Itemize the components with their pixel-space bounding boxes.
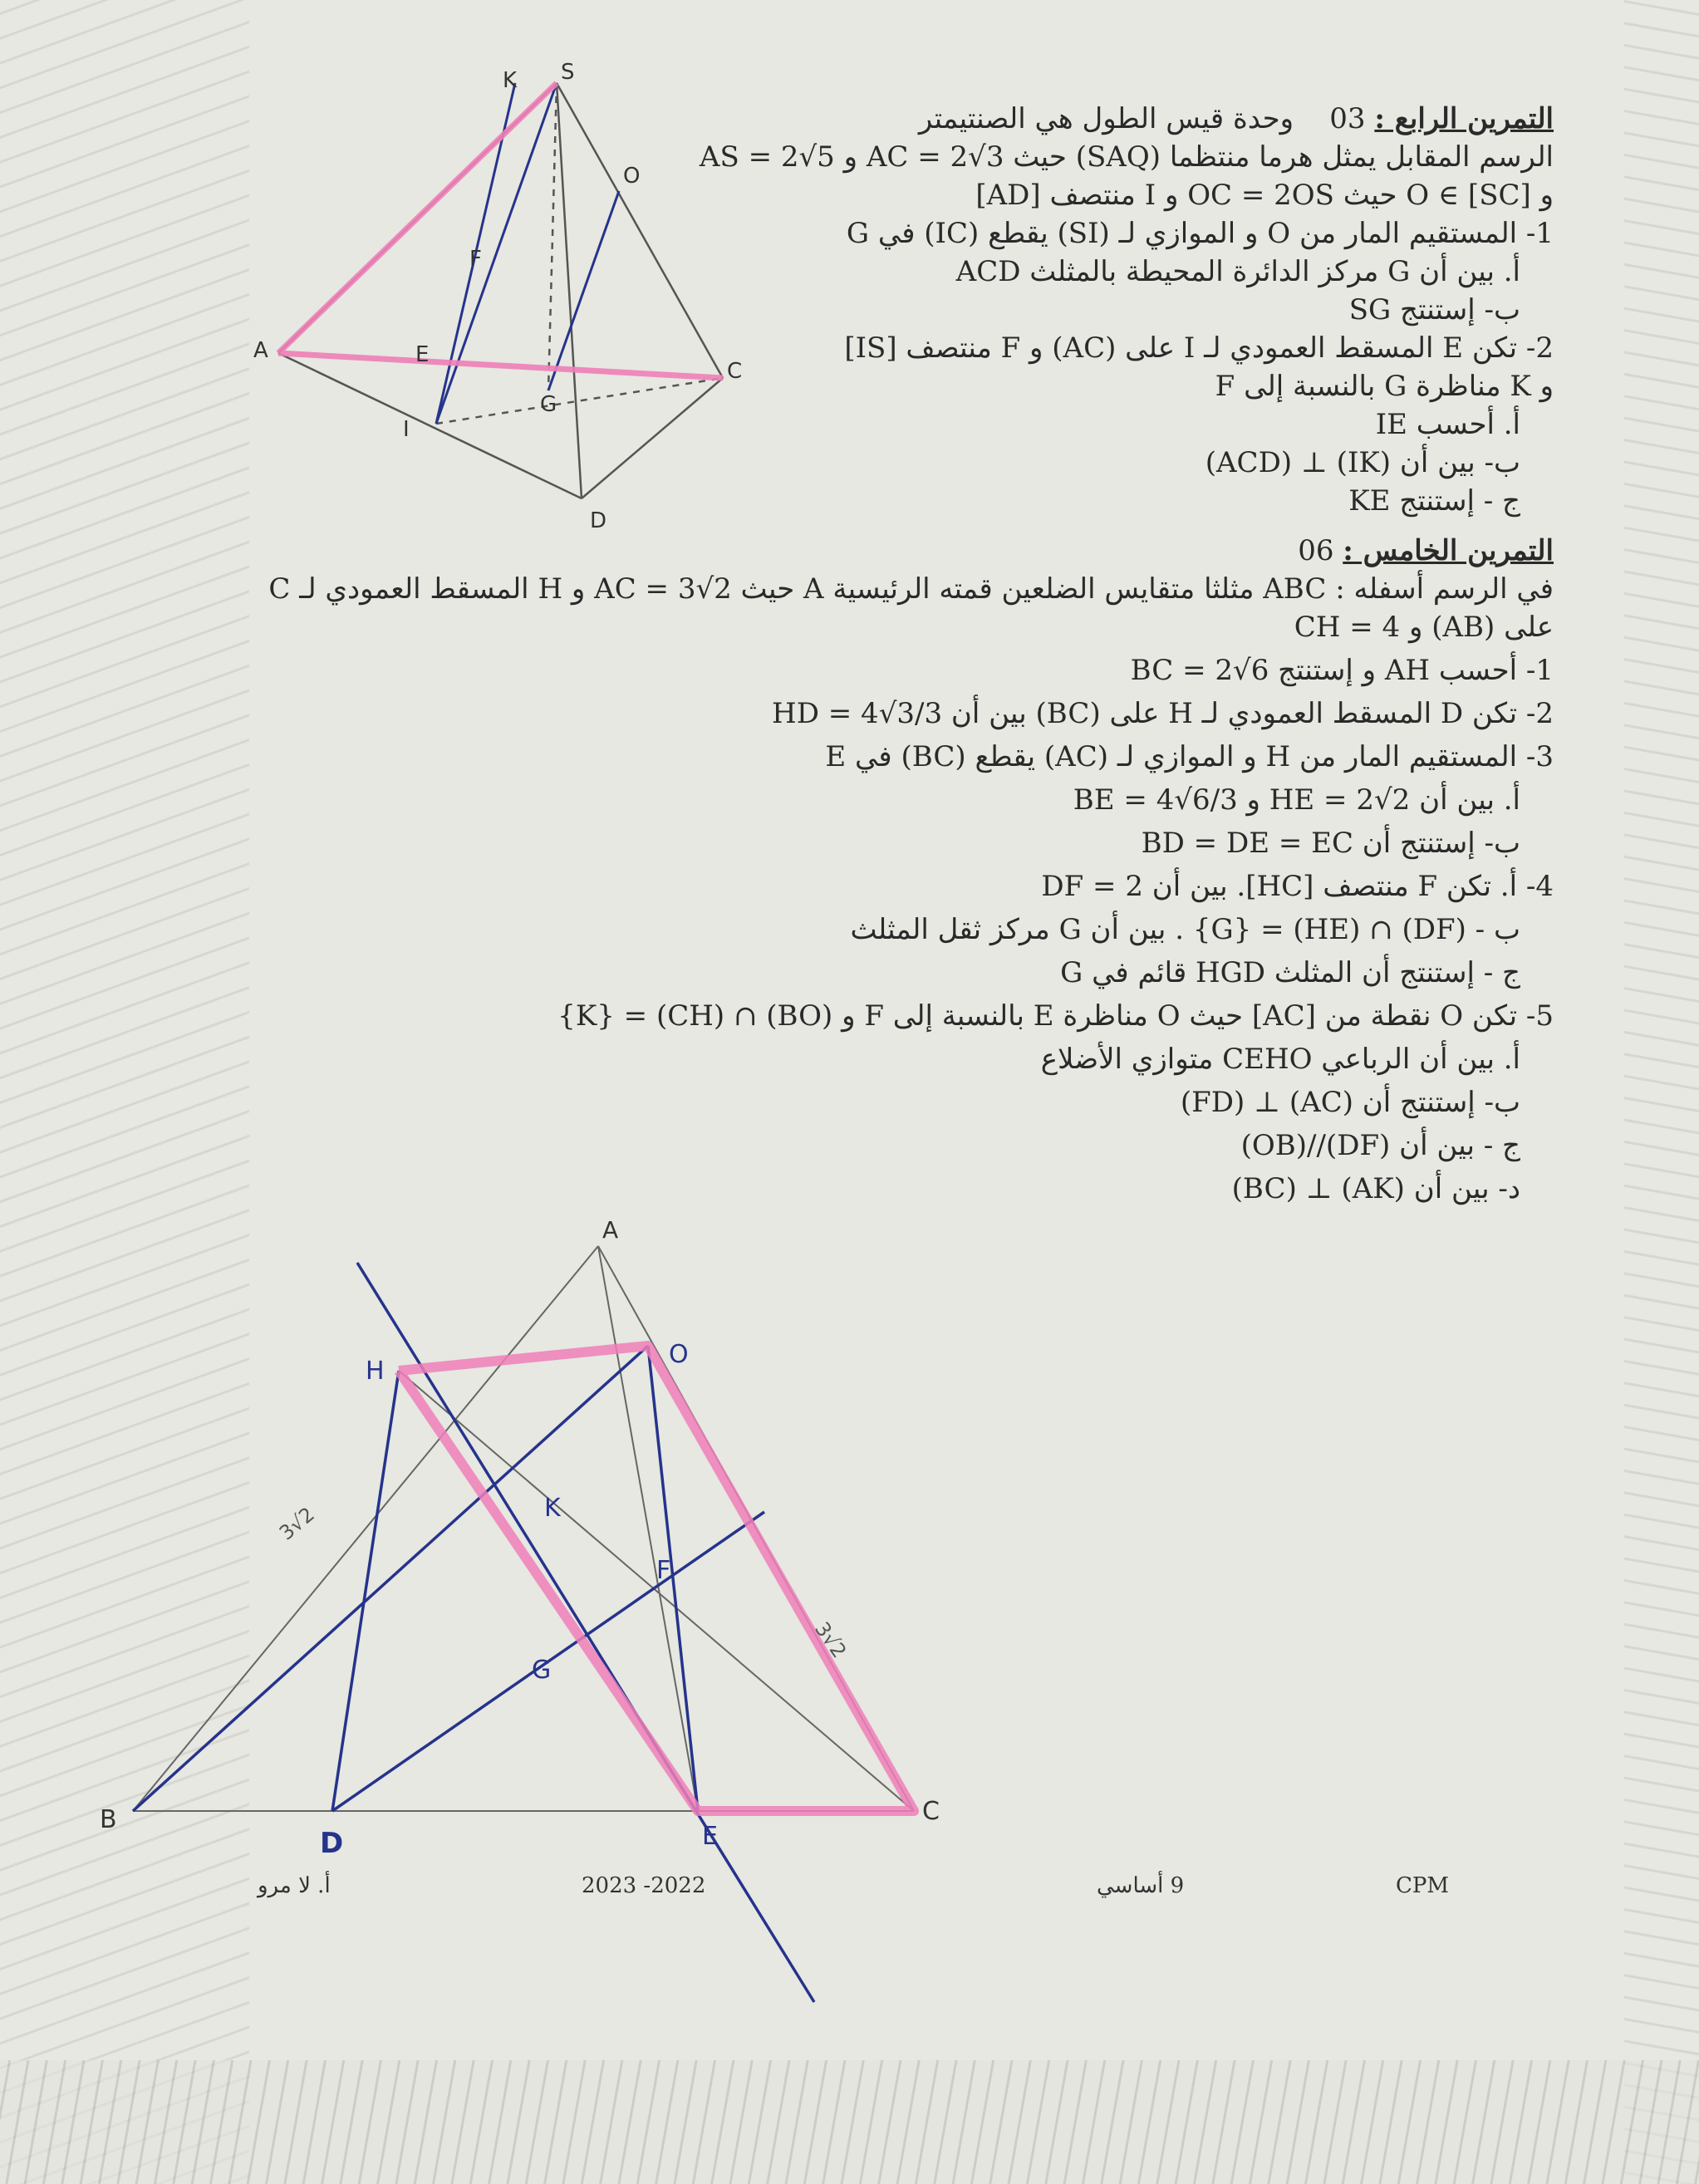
ex4-title: التمرين الرابع : xyxy=(1374,102,1554,135)
ex5-q1: 1- أحسب AH و إستنتج BC = 2√6 xyxy=(1130,654,1554,687)
point-label-e: E xyxy=(702,1822,718,1851)
ex5-line2: على (AB) و CH = 4 xyxy=(1294,611,1554,644)
point-label-s: S xyxy=(561,60,575,85)
point-label-c: C xyxy=(727,359,743,384)
footer-grade: 9 أساسي xyxy=(1097,1873,1185,1898)
point-label-k: K xyxy=(544,1494,561,1523)
point-label-g: G xyxy=(532,1656,552,1685)
point-label-k: K xyxy=(503,68,518,93)
point-label-b: B xyxy=(100,1805,117,1834)
ex5-number: 06 xyxy=(1298,534,1334,567)
point-label-f: F xyxy=(656,1556,671,1585)
ex4-q2: 2- تكن E المسقط العمودي لـ I على (AC) و F منتصف [IS] xyxy=(844,331,1554,365)
point-label-d: D xyxy=(320,1827,344,1860)
ex4-q1: 1- المستقيم المار من O و الموازي لـ (SI) يقطع (IC) في G xyxy=(846,217,1554,250)
page-bottom-edge xyxy=(0,2060,1699,2184)
point-label-o: O xyxy=(669,1340,689,1369)
ex5-q5: 5- تكن O نقطة من [AC] حيث O مناظرة E بالنسبة إلى F و (BO) ∩ (CH) = {K} xyxy=(557,999,1554,1033)
point-label-h: H xyxy=(366,1357,385,1386)
ex4-q2a: أ. أحسب IE xyxy=(1375,408,1520,441)
footer-school: CPM xyxy=(1396,1873,1450,1898)
ex5-q5c: ج - بين أن (DF)//(OB) xyxy=(1240,1129,1520,1162)
ex5-title: التمرين الخامس : xyxy=(1343,534,1554,567)
ex5-q4: 4- أ. تكن F منتصف [HC]. بين أن DF = 2 xyxy=(1041,870,1554,903)
ex4-q2b: ب- بين أن (IK) ⊥ (ACD) xyxy=(1205,446,1520,479)
ex5-q4b: ب - (DF) ∩ (HE) = {G} . بين أن G مركز ثقل المثلث xyxy=(850,913,1520,946)
point-label-e: E xyxy=(415,342,430,367)
highlight-as xyxy=(278,83,557,353)
point-label-i: I xyxy=(403,417,410,442)
edge-ad xyxy=(278,353,582,498)
ex4-q1a: أ. بين أن G مركز الدائرة المحيطة بالمثلث ACD xyxy=(955,255,1520,288)
ex5-q3b: ب- إستنتج أن BD = DE = EC xyxy=(1141,827,1520,860)
ex4-number: 03 xyxy=(1329,102,1366,135)
ex4-line1 xyxy=(700,138,1554,176)
side-label-ab: 3√2 xyxy=(274,1502,319,1545)
triangle-figure xyxy=(83,1213,940,2044)
point-label-c: C xyxy=(922,1797,940,1826)
point-label-o: O xyxy=(623,164,641,189)
ex4-unit: وحدة قيس الطول هي الصنتيمتر xyxy=(918,102,1294,135)
footer-year: 2023 -2022 xyxy=(582,1873,706,1898)
ex5-heading xyxy=(1298,532,1554,570)
ex5-q5b: ب- إستنتج أن (AC) ⊥ (FD) xyxy=(1180,1086,1520,1119)
edge-sg xyxy=(548,83,557,390)
ex5-q2: 2- تكن D المسقط العمودي لـ H على (BC) بين أن HD = 4√3/3 xyxy=(772,697,1554,730)
ex5-q4c: ج - إستنتج أن المثلث HGD قائم في G xyxy=(1060,956,1520,989)
point-label-f: F xyxy=(469,247,482,272)
line-si xyxy=(436,83,557,424)
ex5-q3: 3- المستقيم المار من H و الموازي لـ (AC) يقطع (BC) في E xyxy=(825,740,1554,773)
ex5-line1: في الرسم أسفله : ABC مثلثا متقايس الضلعين قمته الرئيسية A حيث AC = 3√2 و H المسقط العمودي لـ C xyxy=(268,572,1554,606)
page-edge xyxy=(1624,0,1699,2184)
point-label-g: G xyxy=(540,392,557,417)
point-label-d: D xyxy=(590,508,607,533)
ex4-q2c: ج - إستنتج KE xyxy=(1348,484,1520,518)
footer-author: أ. لا مرو xyxy=(258,1873,331,1898)
ex4-line1-text: الرسم المقابل يمثل هرما منتظما (SAQ) حيث AC = 2√3 و AS = 2√5 xyxy=(699,140,1554,174)
ex5-q3a: أ. بين أن HE = 2√2 و BE = 4√6/3 xyxy=(1073,783,1520,817)
ex4-line2: و O ∈ [SC] حيث OC = 2OS و I منتصف [AD] xyxy=(975,179,1554,212)
side-ab xyxy=(133,1246,598,1811)
point-label-a: A xyxy=(253,338,268,363)
point-label-a: A xyxy=(602,1216,619,1244)
ex4-heading xyxy=(919,100,1554,138)
side-label-ac: 3√2 xyxy=(810,1617,852,1662)
segment-bo xyxy=(133,1346,648,1811)
segment-hd xyxy=(332,1371,399,1811)
ex4-q2k: و K مناظرة G بالنسبة إلى F xyxy=(1215,370,1554,403)
ex5-q5a: أ. بين أن الرباعي CEHO متوازي الأضلاع xyxy=(1040,1043,1520,1076)
ex5-q5d: د- بين أن (AK) ⊥ (BC) xyxy=(1231,1172,1520,1205)
ex4-q1b: ب- إستنتج SG xyxy=(1348,293,1520,326)
segment-ak xyxy=(598,1246,698,1811)
